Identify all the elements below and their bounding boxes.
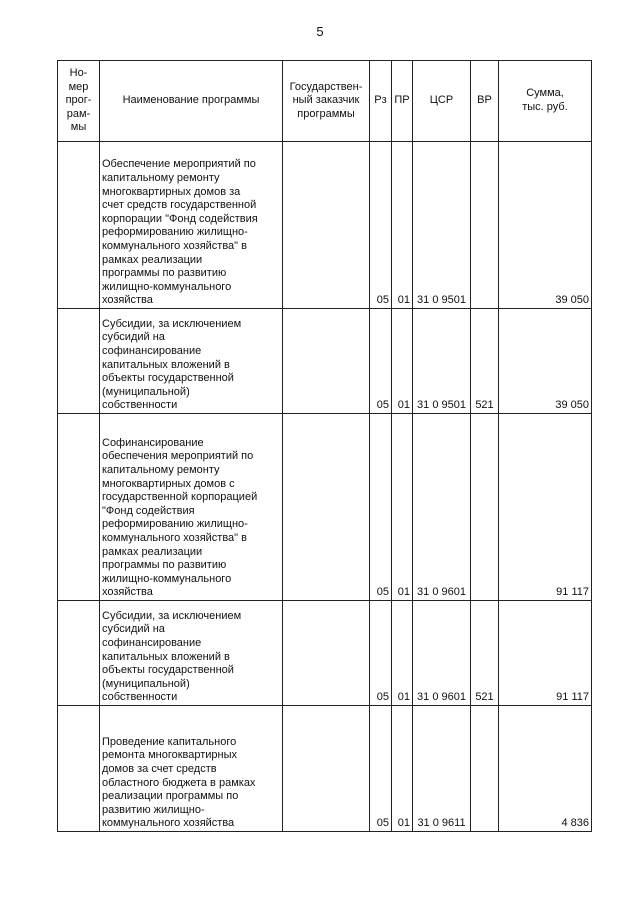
table-header-row xyxy=(58,61,592,142)
cell-sum: 91 117 xyxy=(499,601,592,706)
cell-customer xyxy=(283,601,370,706)
cell-pr: 01 xyxy=(392,706,413,832)
cell-program-name: Софинансирование обеспечения мероприятий по капитальному ремонту многоквартирных домов с государственной корпорацией "Фонд содействия реформированию жилищно- коммунального хозяйства" в рамках реализации программы по развитию жилищно-коммунального хозяйства xyxy=(100,414,283,601)
cell-customer xyxy=(283,414,370,601)
cell-number xyxy=(58,414,100,601)
header-name: Наименование программы xyxy=(100,61,283,142)
cell-csr: 31 0 9611 xyxy=(413,706,471,832)
cell-number xyxy=(58,706,100,832)
cell-customer xyxy=(283,706,370,832)
cell-sum: 39 050 xyxy=(499,309,592,414)
cell-csr: 31 0 9501 xyxy=(413,309,471,414)
table-row xyxy=(58,309,592,414)
table-row xyxy=(58,142,592,309)
cell-number xyxy=(58,309,100,414)
header-rz: Рз xyxy=(370,61,392,142)
cell-customer xyxy=(283,142,370,309)
header-number: Но- мер прог- рам- мы xyxy=(58,61,100,142)
cell-customer xyxy=(283,309,370,414)
cell-vr xyxy=(471,142,499,309)
header-pr: ПР xyxy=(392,61,413,142)
table-row xyxy=(58,601,592,706)
header-sum: Сумма, тыс. руб. xyxy=(499,61,592,142)
header-vr: ВР xyxy=(471,61,499,142)
header-csr: ЦСР xyxy=(413,61,471,142)
cell-pr: 01 xyxy=(392,601,413,706)
cell-rz: 05 xyxy=(370,706,392,832)
cell-rz: 05 xyxy=(370,601,392,706)
program-budget-table xyxy=(57,60,592,832)
cell-rz: 05 xyxy=(370,142,392,309)
header-customer: Государствен- ный заказчик программы xyxy=(283,61,370,142)
page-number: 5 xyxy=(316,24,324,39)
cell-number xyxy=(58,601,100,706)
cell-csr: 31 0 9501 xyxy=(413,142,471,309)
table-row xyxy=(58,706,592,832)
cell-program-name: Проведение капитального ремонта многоквартирных домов за счет средств областного бюджета в рамках реализации программы по развитию жилищно- коммунального хозяйства xyxy=(100,706,283,832)
cell-sum: 39 050 xyxy=(499,142,592,309)
cell-vr xyxy=(471,414,499,601)
cell-program-name: Субсидии, за исключением субсидий на софинансирование капитальных вложений в объекты государственной (муниципальной) собственности xyxy=(100,601,283,706)
cell-csr: 31 0 9601 xyxy=(413,414,471,601)
cell-pr: 01 xyxy=(392,309,413,414)
cell-program-name: Субсидии, за исключением субсидий на софинансирование капитальных вложений в объекты государственной (муниципальной) собственности xyxy=(100,309,283,414)
cell-vr: 521 xyxy=(471,601,499,706)
cell-vr: 521 xyxy=(471,309,499,414)
cell-number xyxy=(58,142,100,309)
cell-program-name: Обеспечение мероприятий по капитальному ремонту многоквартирных домов за счет средств государственной корпорации "Фонд содействия реформированию жилищно- коммунального хозяйства" в рамках реализации программы по развитию жилищно-коммунального хозяйства xyxy=(100,142,283,309)
cell-csr: 31 0 9601 xyxy=(413,601,471,706)
cell-sum: 4 836 xyxy=(499,706,592,832)
cell-vr xyxy=(471,706,499,832)
cell-pr: 01 xyxy=(392,142,413,309)
cell-pr: 01 xyxy=(392,414,413,601)
cell-sum: 91 117 xyxy=(499,414,592,601)
cell-rz: 05 xyxy=(370,414,392,601)
cell-rz: 05 xyxy=(370,309,392,414)
table-row xyxy=(58,414,592,601)
